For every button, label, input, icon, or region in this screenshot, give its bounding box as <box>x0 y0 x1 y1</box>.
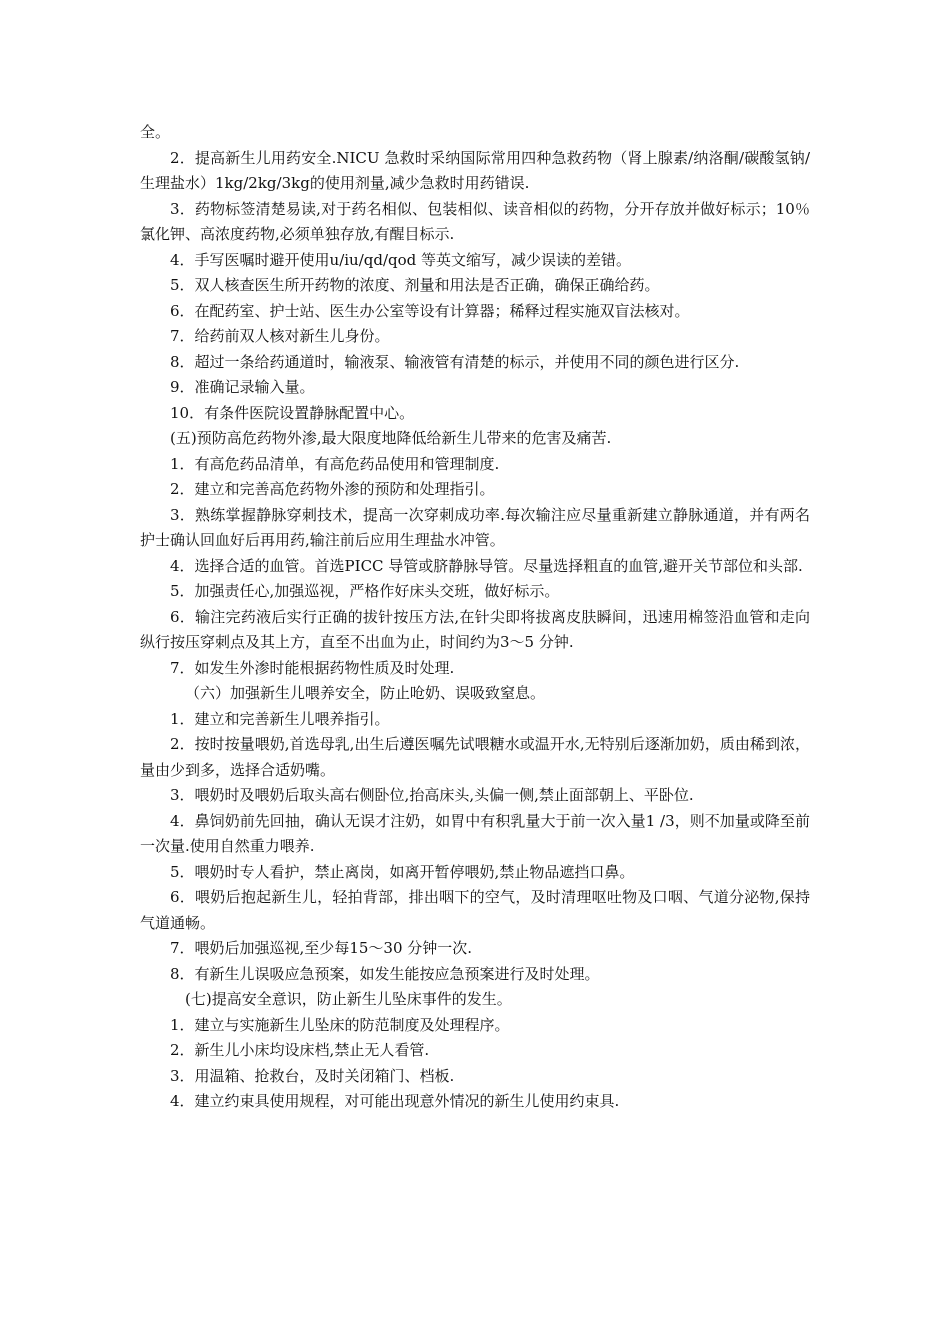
paragraph-extravasation-item-4: 4．选择合适的血管。首选PICC 导管或脐静脉导管。尽量选择粗直的血管,避开关节部位和头部. <box>170 556 803 575</box>
paragraph-drug-safety-item-9: 9．准确记录输入量。 <box>170 378 315 396</box>
paragraph-fall-prevention-item-4: 4．建立约束具使用规程，对可能出现意外情况的新生儿使用约束具. <box>170 1092 620 1110</box>
paragraph-fall-prevention-item-1: 1．建立与实施新生儿坠床的防范制度及处理程序。 <box>170 1015 510 1034</box>
paragraph-drug-safety-item-7: 7．给药前双人核对新生儿身份。 <box>170 327 390 345</box>
paragraph-extravasation-item-1: 1．有高危药品清单，有高危药品使用和管理制度. <box>170 454 500 473</box>
paragraph-drug-safety-item-6: 6．在配药室、护士站、医生办公室等设有计算器；稀释过程实施双盲法核对。 <box>170 301 690 320</box>
paragraph-drug-safety-item-3: 3．药物标签清楚易读,对于药名相似、包装相似、读音相似的药物，分开存放并做好标示；10％氯化钾、高浓度药物,必须单独存放,有醒目标示. <box>140 199 810 243</box>
document-page <box>140 120 810 1115</box>
paragraph-extravasation-item-5: 5．加强责任心,加强巡视，严格作好床头交班，做好标示。 <box>170 582 560 600</box>
paragraph-fall-prevention-item-3: 3．用温箱、抢救台，及时关闭箱门、档板. <box>170 1066 455 1085</box>
paragraph-extravasation-item-2: 2．建立和完善高危药物外渗的预防和处理指引。 <box>170 480 495 498</box>
paragraph-extravasation-item-3: 3．熟练掌握静脉穿刺技术，提高一次穿刺成功率.每次输注应尽量重新建立静脉通道，并有两名护士确认回血好后再用药,输注前后应用生理盐水冲管。 <box>140 505 810 549</box>
paragraph-feeding-item-4: 4．鼻饲奶前先回抽，确认无误才注奶，如胃中有积乳量大于前一次入量1 /3，则不加量或降至前一次量.使用自然重力喂养. <box>140 811 810 855</box>
paragraph-fall-prevention-item-2: 2．新生儿小床均设床档,禁止无人看管. <box>170 1041 430 1059</box>
paragraph-continuation: 全。 <box>140 123 171 141</box>
section-heading-7: (七)提高安全意识，防止新生儿坠床事件的发生。 <box>185 990 512 1008</box>
paragraph-drug-safety-item-4: 4．手写医嘱时避开使用u/iu/qd/qod 等英文缩写，减少误读的差错。 <box>170 250 632 269</box>
paragraph-feeding-item-1: 1．建立和完善新生儿喂养指引。 <box>170 709 390 728</box>
section-heading-5: (五)预防高危药物外渗,最大限度地降低给新生儿带来的危害及痛苦. <box>170 429 612 447</box>
paragraph-drug-safety-item-5: 5．双人核查医生所开药物的浓度、剂量和用法是否正确，确保正确给药。 <box>170 276 660 294</box>
paragraph-feeding-item-3: 3．喂奶时及喂奶后取头高右侧卧位,抬高床头,头偏一侧,禁止面部朝上、平卧位. <box>170 786 694 804</box>
paragraph-feeding-item-8: 8．有新生儿误吸应急预案，如发生能按应急预案进行及时处理。 <box>170 964 600 983</box>
paragraph-extravasation-item-7: 7．如发生外渗时能根据药物性质及时处理. <box>170 658 455 677</box>
paragraph-extravasation-item-6: 6．输注完药液后实行正确的拔针按压方法,在针尖即将拔离皮肤瞬间，迅速用棉签沿血管和走向纵行按压穿刺点及其上方，直至不出血为止，时间约为3～5 分钟. <box>140 607 810 651</box>
paragraph-feeding-item-2: 2．按时按量喂奶,首选母乳,出生后遵医嘱先试喂糖水或温开水,无特别后逐渐加奶，质由稀到浓，量由少到多，选择合适奶嘴。 <box>140 735 810 779</box>
paragraph-drug-safety-item-2: 2．提高新生儿用药安全.NICU 急救时采纳国际常用四种急救药物（肾上腺素/纳洛酮/碳酸氢钠/生理盐水）1kg/2kg/3kg的使用剂量,减少急救时用药错误. <box>140 148 810 192</box>
paragraph-feeding-item-6: 6．喂奶后抱起新生儿，轻拍背部，排出咽下的空气，及时清理呕吐物及口咽、气道分泌物,保持气道通畅。 <box>140 888 810 932</box>
paragraph-drug-safety-item-8: 8．超过一条给药通道时，输液泵、输液管有清楚的标示，并使用不同的颜色进行区分. <box>170 352 740 371</box>
section-heading-6: （六）加强新生儿喂养安全，防止呛奶、误吸致窒息。 <box>185 684 546 702</box>
paragraph-feeding-item-7: 7．喂奶后加强巡视,至少每15～30 分钟一次. <box>170 939 473 957</box>
paragraph-feeding-item-5: 5．喂奶时专人看护，禁止离岗，如离开暂停喂奶,禁止物品遮挡口鼻。 <box>170 862 635 881</box>
paragraph-drug-safety-item-10: 10．有条件医院设置静脉配置中心。 <box>170 403 415 422</box>
